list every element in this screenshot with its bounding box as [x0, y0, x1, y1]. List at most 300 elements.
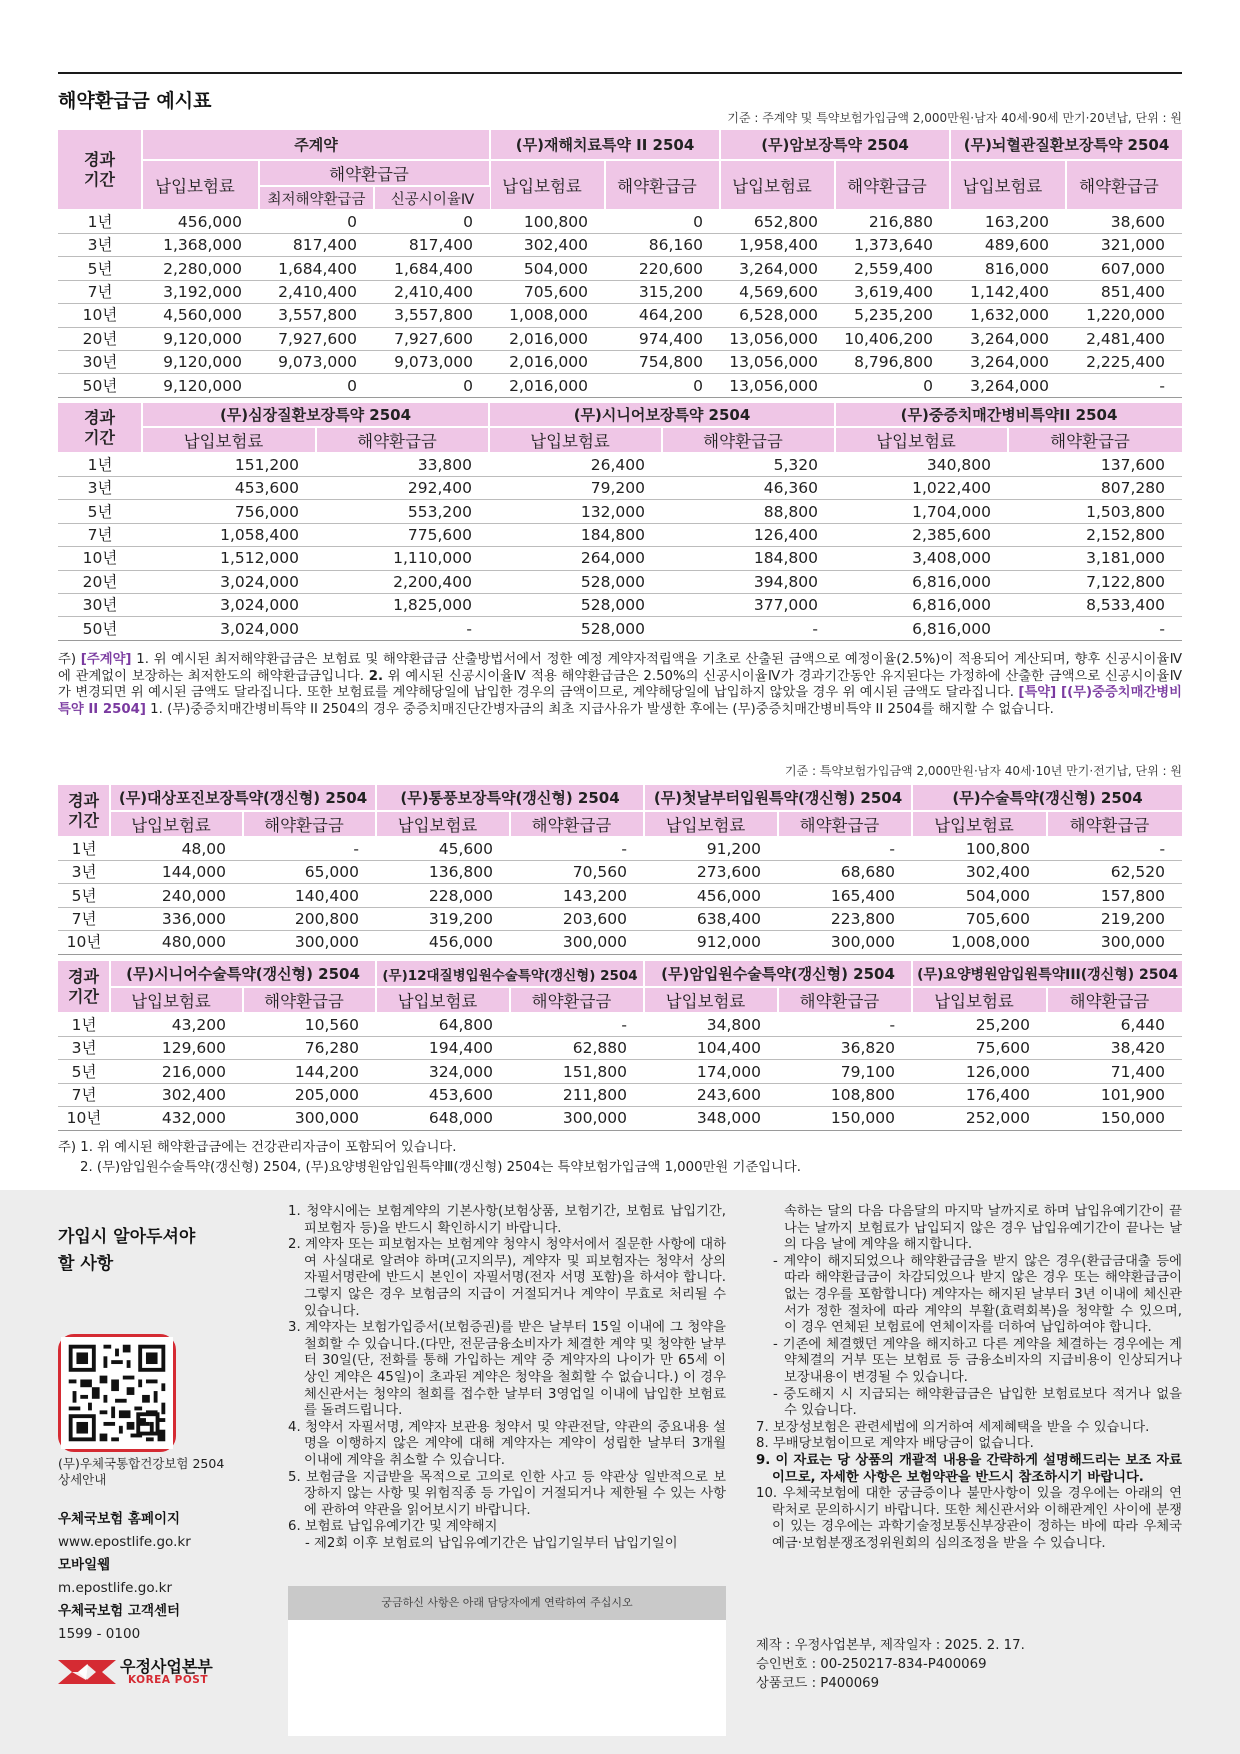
footnote-main [58, 652, 1182, 718]
footnote-num: 2. [368, 668, 384, 684]
notice-subitem: - 중도해지 시 지급되는 해약환급금은 납입한 보험료보다 적거나 없을 수 있습니다. [773, 1386, 1182, 1419]
table-row [58, 500, 1182, 523]
value-cell: 48,00 [110, 837, 243, 861]
value-cell: 302,400 [912, 861, 1047, 884]
table-row [58, 280, 1182, 303]
table-row [58, 570, 1182, 593]
value-cell: 394,800 [662, 570, 835, 593]
value-cell: 8,533,400 [1008, 593, 1182, 616]
table-row [58, 1037, 1182, 1060]
period-cell: 1년 [58, 210, 142, 234]
refund-header: 해약환급금 [1047, 811, 1182, 837]
period-cell: 50년 [58, 617, 142, 640]
value-cell: 5,320 [662, 453, 835, 477]
value-cell: 2,225,400 [1066, 350, 1182, 373]
value-cell: 300,000 [510, 931, 644, 954]
basis-note-1: 기준 : 주계약 및 특약보험가입금액 2,000만원·남자 40세·90세 만기·20년납, 단위 : 원 [727, 111, 1182, 125]
premium-header: 납입보험료 [835, 427, 1008, 453]
notice-item: 8. 무배당보험이므로 계약자 배당금이 없습니다. [756, 1436, 1034, 1452]
period-cell: 1년 [58, 453, 142, 477]
refund-header: 해약환급금 [835, 160, 950, 210]
value-cell: 652,800 [720, 210, 835, 234]
value-cell: 851,400 [1066, 280, 1182, 303]
value-cell: 3,192,000 [142, 280, 259, 303]
value-cell: 2,016,000 [490, 350, 605, 373]
qr-code-icon [61, 1337, 173, 1449]
value-cell: 2,481,400 [1066, 327, 1182, 350]
value-cell: 7,927,600 [374, 327, 490, 350]
value-cell: 3,024,000 [142, 570, 316, 593]
value-cell: 100,800 [912, 837, 1047, 861]
premium-header: 납입보험료 [142, 160, 259, 210]
value-cell: 228,000 [376, 884, 510, 907]
value-cell: 912,000 [644, 931, 778, 954]
notice-item: 5. 보험금을 지급받을 목적으로 고의로 인한 사고 등 약관상 일반적으로 보장하지 않는 사항 및 위험직종 등 가입이 거절되거나 제한될 수 있는 사항에 관하여 약관을 읽어보시기 바랍니다. [288, 1469, 726, 1518]
value-cell: 1,368,000 [142, 234, 259, 257]
value-cell: - [662, 617, 835, 640]
footnote-line: 2. (무)암입원수술특약(갱신형) 2504, (무)요양병원암입원특약Ⅲ(갱신형) 2504는 특약보험가입금액 1,000만원 기준입니다. [80, 1160, 801, 1175]
group-header: (무)중증치매간병비특약II 2504 [835, 403, 1182, 427]
notice-item: 1. 청약시에는 보험계약의 기본사항(보험상품, 보험기간, 보험료 납입기간, 피보험자 등)을 반드시 확인하시기 바랍니다. [288, 1204, 726, 1236]
value-cell: 2,385,600 [835, 523, 1008, 546]
premium-header: 납입보험료 [110, 811, 243, 837]
period-cell: 7년 [58, 1083, 110, 1106]
value-cell: 13,056,000 [720, 374, 835, 397]
refund-header: 해약환급금 [243, 987, 376, 1013]
value-cell: 2,200,400 [316, 570, 489, 593]
table-row [58, 304, 1182, 327]
premium-header: 납입보험료 [142, 427, 316, 453]
value-cell: 504,000 [490, 257, 605, 280]
qr-caption: (무)우체국통합건강보험 2504 상세안내 [58, 1456, 225, 1487]
notice-section [0, 1190, 1240, 1754]
period-cell: 1년 [58, 837, 110, 861]
premium-header: 납입보험료 [912, 987, 1047, 1013]
value-cell: 3,264,000 [950, 350, 1066, 373]
value-cell: 216,000 [110, 1060, 243, 1083]
value-cell: 104,400 [644, 1037, 778, 1060]
group-header: (무)수술특약(갱신형) 2504 [912, 785, 1182, 811]
value-cell: 0 [835, 374, 950, 397]
period-label: 경과 기간 [68, 790, 99, 830]
approval-number: 승인번호 : 00-250217-834-P400069 [756, 1657, 987, 1672]
period-cell: 3년 [58, 1037, 110, 1060]
refund-header: 해약환급금 [778, 987, 912, 1013]
value-cell: 70,560 [510, 861, 644, 884]
value-cell: 324,000 [376, 1060, 510, 1083]
period-cell: 30년 [58, 593, 142, 616]
refund-header: 해약환급금 [662, 427, 835, 453]
value-cell: 13,056,000 [720, 350, 835, 373]
period-cell: 1년 [58, 1013, 110, 1037]
value-cell: 817,400 [374, 234, 490, 257]
period-cell: 5년 [58, 1060, 110, 1083]
value-cell: 315,200 [605, 280, 720, 303]
value-cell: 7,122,800 [1008, 570, 1182, 593]
value-cell: 144,000 [110, 861, 243, 884]
value-cell: 140,400 [243, 884, 376, 907]
product-code: 상품코드 : P400069 [756, 1676, 880, 1691]
group-header: (무)암보장특약 2504 [720, 130, 950, 160]
value-cell: 163,200 [950, 210, 1066, 234]
value-cell: 321,000 [1066, 234, 1182, 257]
premium-header: 납입보험료 [644, 811, 778, 837]
period-header [58, 130, 142, 210]
premium-header: 납입보험료 [950, 160, 1066, 210]
table-row [58, 1060, 1182, 1083]
value-cell: 144,200 [243, 1060, 376, 1083]
refund-header: 해약환급금 [510, 987, 644, 1013]
notice-column-1 [288, 1204, 726, 1552]
period-cell: 10년 [58, 1107, 110, 1130]
value-cell: 126,000 [912, 1060, 1047, 1083]
notice-column-2 [756, 1204, 1182, 1552]
value-cell: 25,200 [912, 1013, 1047, 1037]
value-cell: 302,400 [110, 1083, 243, 1106]
value-cell: 300,000 [1047, 931, 1182, 954]
value-cell: 377,000 [662, 593, 835, 616]
notice-item: 10. 우체국보험에 대한 궁금증이나 불만사항이 있을 경우에는 아래의 연락처로 문의하시기 바랍니다. 또한 체신관서와 이해관계인 사이에 분쟁이 있는 경우에는 과학기술정보통신부장관이 정하는 바에 따라 우체국예금·보험분쟁조정위원회의 심의조정을 받을 수 있습니다. [756, 1486, 1182, 1551]
value-cell: 174,000 [644, 1060, 778, 1083]
table-row [58, 453, 1182, 477]
value-cell: 26,400 [489, 453, 662, 477]
value-cell: 1,022,400 [835, 477, 1008, 500]
period-cell: 30년 [58, 350, 142, 373]
period-label: 경과 기간 [84, 407, 115, 447]
notice-item: 2. 계약자 또는 피보험자는 보험계약 청약시 청약서에서 질문한 사항에 대하여 사실대로 알려야 하며(고지의무), 계약자 및 피보험자는 청약서 상의 자필서명란에 반드시 본인이 자필서명(전자 서명 포함)을 하셔야 합니다. 그렇지 않은 경우 보험금의 지급이 거절되거나 계약이 무효로 처리될 수 있습니다. [288, 1237, 726, 1319]
value-cell: 0 [605, 374, 720, 397]
value-cell: 46,360 [662, 477, 835, 500]
period-cell: 3년 [58, 861, 110, 884]
value-cell: 143,200 [510, 884, 644, 907]
value-cell: - [510, 1013, 644, 1037]
value-cell: 336,000 [110, 907, 243, 930]
refund-header: 해약환급금 [1066, 160, 1182, 210]
value-cell: 1,503,800 [1008, 500, 1182, 523]
value-cell: 43,200 [110, 1013, 243, 1037]
table-row [58, 374, 1182, 397]
value-cell: 203,600 [510, 907, 644, 930]
contact-box-header: 궁금하신 사항은 아래 담당자에게 연락하여 주십시오 [288, 1586, 726, 1620]
value-cell: 150,000 [778, 1107, 912, 1130]
value-cell: 91,200 [644, 837, 778, 861]
value-cell: 126,400 [662, 523, 835, 546]
premium-header: 납입보험료 [644, 987, 778, 1013]
value-cell: - [316, 617, 489, 640]
value-cell: 45,600 [376, 837, 510, 861]
table-row [58, 257, 1182, 280]
value-cell: 775,600 [316, 523, 489, 546]
value-cell: 453,600 [142, 477, 316, 500]
value-cell: 68,680 [778, 861, 912, 884]
value-cell: 528,000 [489, 617, 662, 640]
refund-header: 해약환급금 [1008, 427, 1182, 453]
value-cell: 3,181,000 [1008, 547, 1182, 570]
value-cell: 264,000 [489, 547, 662, 570]
value-cell: 75,600 [912, 1037, 1047, 1060]
value-cell: 1,220,000 [1066, 304, 1182, 327]
value-cell: 137,600 [1008, 453, 1182, 477]
value-cell: 6,816,000 [835, 617, 1008, 640]
value-cell: 648,000 [376, 1107, 510, 1130]
value-cell: 0 [605, 210, 720, 234]
value-cell: 0 [374, 374, 490, 397]
premium-header: 납입보험료 [720, 160, 835, 210]
value-cell: 3,557,800 [259, 304, 374, 327]
value-cell: 2,016,000 [490, 374, 605, 397]
value-cell: 3,408,000 [835, 547, 1008, 570]
value-cell: 0 [259, 374, 374, 397]
value-cell: 456,000 [644, 884, 778, 907]
value-cell: 205,000 [243, 1083, 376, 1106]
value-cell: 528,000 [489, 593, 662, 616]
value-cell: 6,528,000 [720, 304, 835, 327]
footnote-text: 위 예시된 신공시이율Ⅳ 적용 해약환급금은 2.50%의 신공시이율Ⅳ가 경과기간동안 유지된다는 가정하에 산출한 금액으로 신공시이율Ⅳ가 변경되면 위 예시된 금액도 달라집니다. 또한 보험료를 계약해당일에 납입한 경우의 금액이므로, 계약해당일에 납입하지 않았을 경우 위 예시된 금액도 달라집니다. [58, 668, 1182, 700]
value-cell: 243,600 [644, 1083, 778, 1106]
refund-header: 해약환급금 [259, 160, 490, 186]
premium-header: 납입보험료 [376, 987, 510, 1013]
footnote-prefix: 주) [58, 652, 81, 667]
value-cell: 1,008,000 [912, 931, 1047, 954]
value-cell: 9,120,000 [142, 327, 259, 350]
period-header [58, 785, 110, 837]
value-cell: 7,927,600 [259, 327, 374, 350]
group-header: (무)대상포진보장특약(갱신형) 2504 [110, 785, 376, 811]
value-cell: - [1008, 617, 1182, 640]
footnote-renewable [58, 1138, 1182, 1178]
value-cell: 528,000 [489, 570, 662, 593]
value-cell: 3,024,000 [142, 617, 316, 640]
period-label: 경과 기간 [68, 966, 99, 1006]
notice-item-emphasis: 9. 이 자료는 당 상품의 개괄적 내용을 간략하게 설명해드리는 보조 자료이므로, 자세한 사항은 보험약관을 반드시 참조하시기 바랍니다. [756, 1452, 1182, 1485]
period-cell: 3년 [58, 234, 142, 257]
group-header: (무)12대질병입원수술특약(갱신형) 2504 [376, 961, 644, 987]
value-cell: 79,100 [778, 1060, 912, 1083]
value-cell: 10,406,200 [835, 327, 950, 350]
table-row [58, 931, 1182, 954]
value-cell: 3,264,000 [950, 374, 1066, 397]
premium-header: 납입보험료 [912, 811, 1047, 837]
value-cell: 2,016,000 [490, 327, 605, 350]
value-cell: 108,800 [778, 1083, 912, 1106]
notice-continuation: 속하는 달의 다음 다음달의 마지막 날까지로 하며 납입유예기간이 끝나는 날까지 보험료가 납입되지 않은 경우 납입유예기간이 끝나는 날의 다음 날에 계약을 해지합니다. [784, 1204, 1182, 1253]
production-info [756, 1636, 1025, 1693]
value-cell: 2,280,000 [142, 257, 259, 280]
value-cell: 1,958,400 [720, 234, 835, 257]
notice-item: 6. 보험료 납입유예기간 및 계약해지 [288, 1519, 498, 1535]
value-cell: 184,800 [489, 523, 662, 546]
value-cell: 8,796,800 [835, 350, 950, 373]
value-cell: 220,600 [605, 257, 720, 280]
period-cell: 3년 [58, 477, 142, 500]
value-cell: 3,619,400 [835, 280, 950, 303]
value-cell: 194,400 [376, 1037, 510, 1060]
value-cell: 1,373,640 [835, 234, 950, 257]
value-cell: 86,160 [605, 234, 720, 257]
group-header: (무)요양병원암입원특약III(갱신형) 2504 [912, 961, 1182, 987]
value-cell: 9,073,000 [259, 350, 374, 373]
table-row [58, 1013, 1182, 1037]
value-cell: 1,512,000 [142, 547, 316, 570]
basis-note-2: 기준 : 특약보험가입금액 2,000만원·남자 40세·10년 만기·전기납, 단위 : 원 [785, 764, 1182, 778]
value-cell: 974,400 [605, 327, 720, 350]
value-cell: 4,560,000 [142, 304, 259, 327]
mobile-label: 모바일웹 [58, 1557, 111, 1573]
value-cell: 607,000 [1066, 257, 1182, 280]
value-cell: - [510, 837, 644, 861]
period-cell: 10년 [58, 304, 142, 327]
value-cell: 157,800 [1047, 884, 1182, 907]
value-cell: 1,704,000 [835, 500, 1008, 523]
qr-code[interactable] [58, 1334, 176, 1452]
table-row [58, 861, 1182, 884]
notice-item: 4. 청약서 자필서명, 계약자 보관용 청약서 및 약관전달, 약관의 중요내용 설명을 이행하지 않은 계약에 대해 계약자는 계약이 성립한 날부터 3개월 이내에 계약을 취소할 수 있습니다. [288, 1419, 726, 1468]
table-row [58, 523, 1182, 546]
value-cell: 1,632,000 [950, 304, 1066, 327]
mobile-link[interactable]: m.epostlife.go.kr [58, 1580, 173, 1596]
period-header [58, 961, 110, 1013]
group-header: (무)재해치료특약 II 2504 [490, 130, 720, 160]
value-cell: 300,000 [510, 1107, 644, 1130]
value-cell: 0 [259, 210, 374, 234]
value-cell: 33,800 [316, 453, 489, 477]
period-cell: 5년 [58, 884, 110, 907]
footnote-line: 주) 1. 위 예시된 해약환급금에는 건강관리자금이 포함되어 있습니다. [58, 1140, 457, 1155]
group-header: (무)통풍보장특약(갱신형) 2504 [376, 785, 644, 811]
value-cell: 36,820 [778, 1037, 912, 1060]
homepage-link[interactable]: www.epostlife.go.kr [58, 1534, 191, 1550]
notice-subitem: - 기존에 체결했던 계약을 해지하고 다른 계약을 체결하는 경우에는 계약체결의 거부 또는 보험료 등 금융소비자의 지급비용이 인상되거나 보장내용이 변경될 수 있습니다. [773, 1336, 1182, 1385]
value-cell: 165,400 [778, 884, 912, 907]
value-cell: - [778, 837, 912, 861]
value-cell: 9,073,000 [374, 350, 490, 373]
period-cell: 10년 [58, 931, 110, 954]
value-cell: 1,058,400 [142, 523, 316, 546]
refund-table-renewable-1 [58, 785, 1182, 955]
value-cell: 3,264,000 [720, 257, 835, 280]
footnote-tag-main: [주계약] [80, 652, 132, 667]
refund-table-renewable-2 [58, 961, 1182, 1131]
value-cell: 705,600 [490, 280, 605, 303]
value-cell: 456,000 [142, 210, 259, 234]
premium-header: 납입보험료 [489, 427, 662, 453]
value-cell: 756,000 [142, 500, 316, 523]
value-cell: 34,800 [644, 1013, 778, 1037]
value-cell: 100,800 [490, 210, 605, 234]
value-cell: - [778, 1013, 912, 1037]
value-cell: 638,400 [644, 907, 778, 930]
min-refund-header: 최저해약환급금 [259, 186, 374, 210]
value-cell: 252,000 [912, 1107, 1047, 1130]
notice-heading: 가입시 알아두셔야 할 사항 [58, 1227, 196, 1274]
group-header: (무)암입원수술특약(갱신형) 2504 [644, 961, 912, 987]
value-cell: 9,120,000 [142, 374, 259, 397]
call-center-phone[interactable]: 1599 - 0100 [58, 1626, 141, 1642]
value-cell: 200,800 [243, 907, 376, 930]
value-cell: 62,520 [1047, 861, 1182, 884]
notice-item: 7. 보장성보험은 관련세법에 의거하여 세제혜택을 받을 수 있습니다. [756, 1419, 1150, 1435]
table-row [58, 593, 1182, 616]
value-cell: 1,142,400 [950, 280, 1066, 303]
value-cell: 76,280 [243, 1037, 376, 1060]
refund-header: 해약환급금 [243, 811, 376, 837]
value-cell: 754,800 [605, 350, 720, 373]
notice-item: 3. 계약자는 보험가입증서(보험증권)를 받은 날부터 15일 이내에 그 청약을 철회할 수 있습니다.(다만, 전문금융소비자가 체결한 계약 및 청약한 날부터 30일(단, 전화를 통해 가입하는 계약 중 계약자의 나이가 만 65세 이상인 계약은 45일)이 초과된 계약은 청약을 철회할 수 없습니다.) 이 경우 체신관서는 청약의 철회를 접수한 날부터 3영업일 이내에 납입한 보험료를 돌려드립니다. [288, 1320, 726, 1419]
logo-text: 우정사업본부 [120, 1657, 213, 1676]
period-cell: 10년 [58, 547, 142, 570]
value-cell: 132,000 [489, 500, 662, 523]
value-cell: 6,816,000 [835, 593, 1008, 616]
new-rate-header: 신공시이율Ⅳ [374, 186, 490, 210]
value-cell: 553,200 [316, 500, 489, 523]
value-cell: 1,825,000 [316, 593, 489, 616]
value-cell: 2,410,400 [374, 280, 490, 303]
value-cell: 6,440 [1047, 1013, 1182, 1037]
notice-subitem: - 계약이 해지되었으나 해약환급금을 받지 않은 경우(환급금대출 등에 따라 해약환급금이 차감되었으나 받지 않은 경우 또는 해약환급금이 없는 경우를 포함합니다) 계약자는 해지된 날부터 3년 이내에 체신관서가 정한 절차에 따라 계약의 부활(효력회복)을 청약할 수 있으며, 이 경우 연체된 보험료에 연체이자를 더하여 납입하여야 합니다. [773, 1253, 1182, 1336]
value-cell: 13,056,000 [720, 327, 835, 350]
value-cell: - [1066, 374, 1182, 397]
value-cell: 817,400 [259, 234, 374, 257]
value-cell: 64,800 [376, 1013, 510, 1037]
group-header: (무)심장질환보장특약 2504 [142, 403, 489, 427]
refund-header: 해약환급금 [1047, 987, 1182, 1013]
value-cell: 184,800 [662, 547, 835, 570]
period-cell: 5년 [58, 500, 142, 523]
refund-header: 해약환급금 [605, 160, 720, 210]
value-cell: 71,400 [1047, 1060, 1182, 1083]
value-cell: 2,152,800 [1008, 523, 1182, 546]
table-row [58, 210, 1182, 234]
contact-links [58, 1508, 191, 1646]
table-row [58, 234, 1182, 257]
footnote-text: 1. 위 예시된 최저해약환급금은 보험료 및 해약환급금 산출방법서에서 정한 예정 계약자적립액을 기초로 산출된 금액으로 예정이율(2.5%)이 적용되어 계산되며, 향후 신공시이율Ⅳ에 관계없이 보장하는 최저한도의 해약환급금입니다. [58, 652, 1183, 684]
footnote-text: 1. (무)중증치매간병비특약 II 2504의 경우 중증치매진단간병자금의 최초 지급사유가 발생한 후에는 (무)중증치매간병비특약 II 2504를 해지할 수 없습니다. [145, 701, 1054, 717]
value-cell: 319,200 [376, 907, 510, 930]
period-cell: 20년 [58, 570, 142, 593]
value-cell: 216,880 [835, 210, 950, 234]
value-cell: 1,684,400 [374, 257, 490, 280]
value-cell: 292,400 [316, 477, 489, 500]
value-cell: 340,800 [835, 453, 1008, 477]
value-cell: 223,800 [778, 907, 912, 930]
top-rule [58, 72, 1182, 74]
value-cell: 3,264,000 [950, 327, 1066, 350]
value-cell: 219,200 [1047, 907, 1182, 930]
korea-post-logo [58, 1652, 258, 1692]
refund-table-riders [58, 403, 1182, 641]
table-row [58, 907, 1182, 930]
group-header: 주계약 [142, 130, 490, 160]
period-cell: 20년 [58, 327, 142, 350]
table-row [58, 327, 1182, 350]
table-row [58, 837, 1182, 861]
value-cell: 1,684,400 [259, 257, 374, 280]
table-row [58, 547, 1182, 570]
group-header: (무)뇌혈관질환보장특약 2504 [950, 130, 1182, 160]
value-cell: 1,008,000 [490, 304, 605, 327]
value-cell: 3,557,800 [374, 304, 490, 327]
premium-header: 납입보험료 [376, 811, 510, 837]
refund-header: 해약환급금 [510, 811, 644, 837]
group-header: (무)시니어수술특약(갱신형) 2504 [110, 961, 376, 987]
group-header: (무)첫날부터입원특약(갱신형) 2504 [644, 785, 912, 811]
period-label: 경과 기간 [84, 149, 115, 189]
value-cell: 176,400 [912, 1083, 1047, 1106]
table-row [58, 1083, 1182, 1106]
table-row [58, 350, 1182, 373]
page-title: 해약환급금 예시표 [58, 90, 212, 112]
table-row [58, 884, 1182, 907]
